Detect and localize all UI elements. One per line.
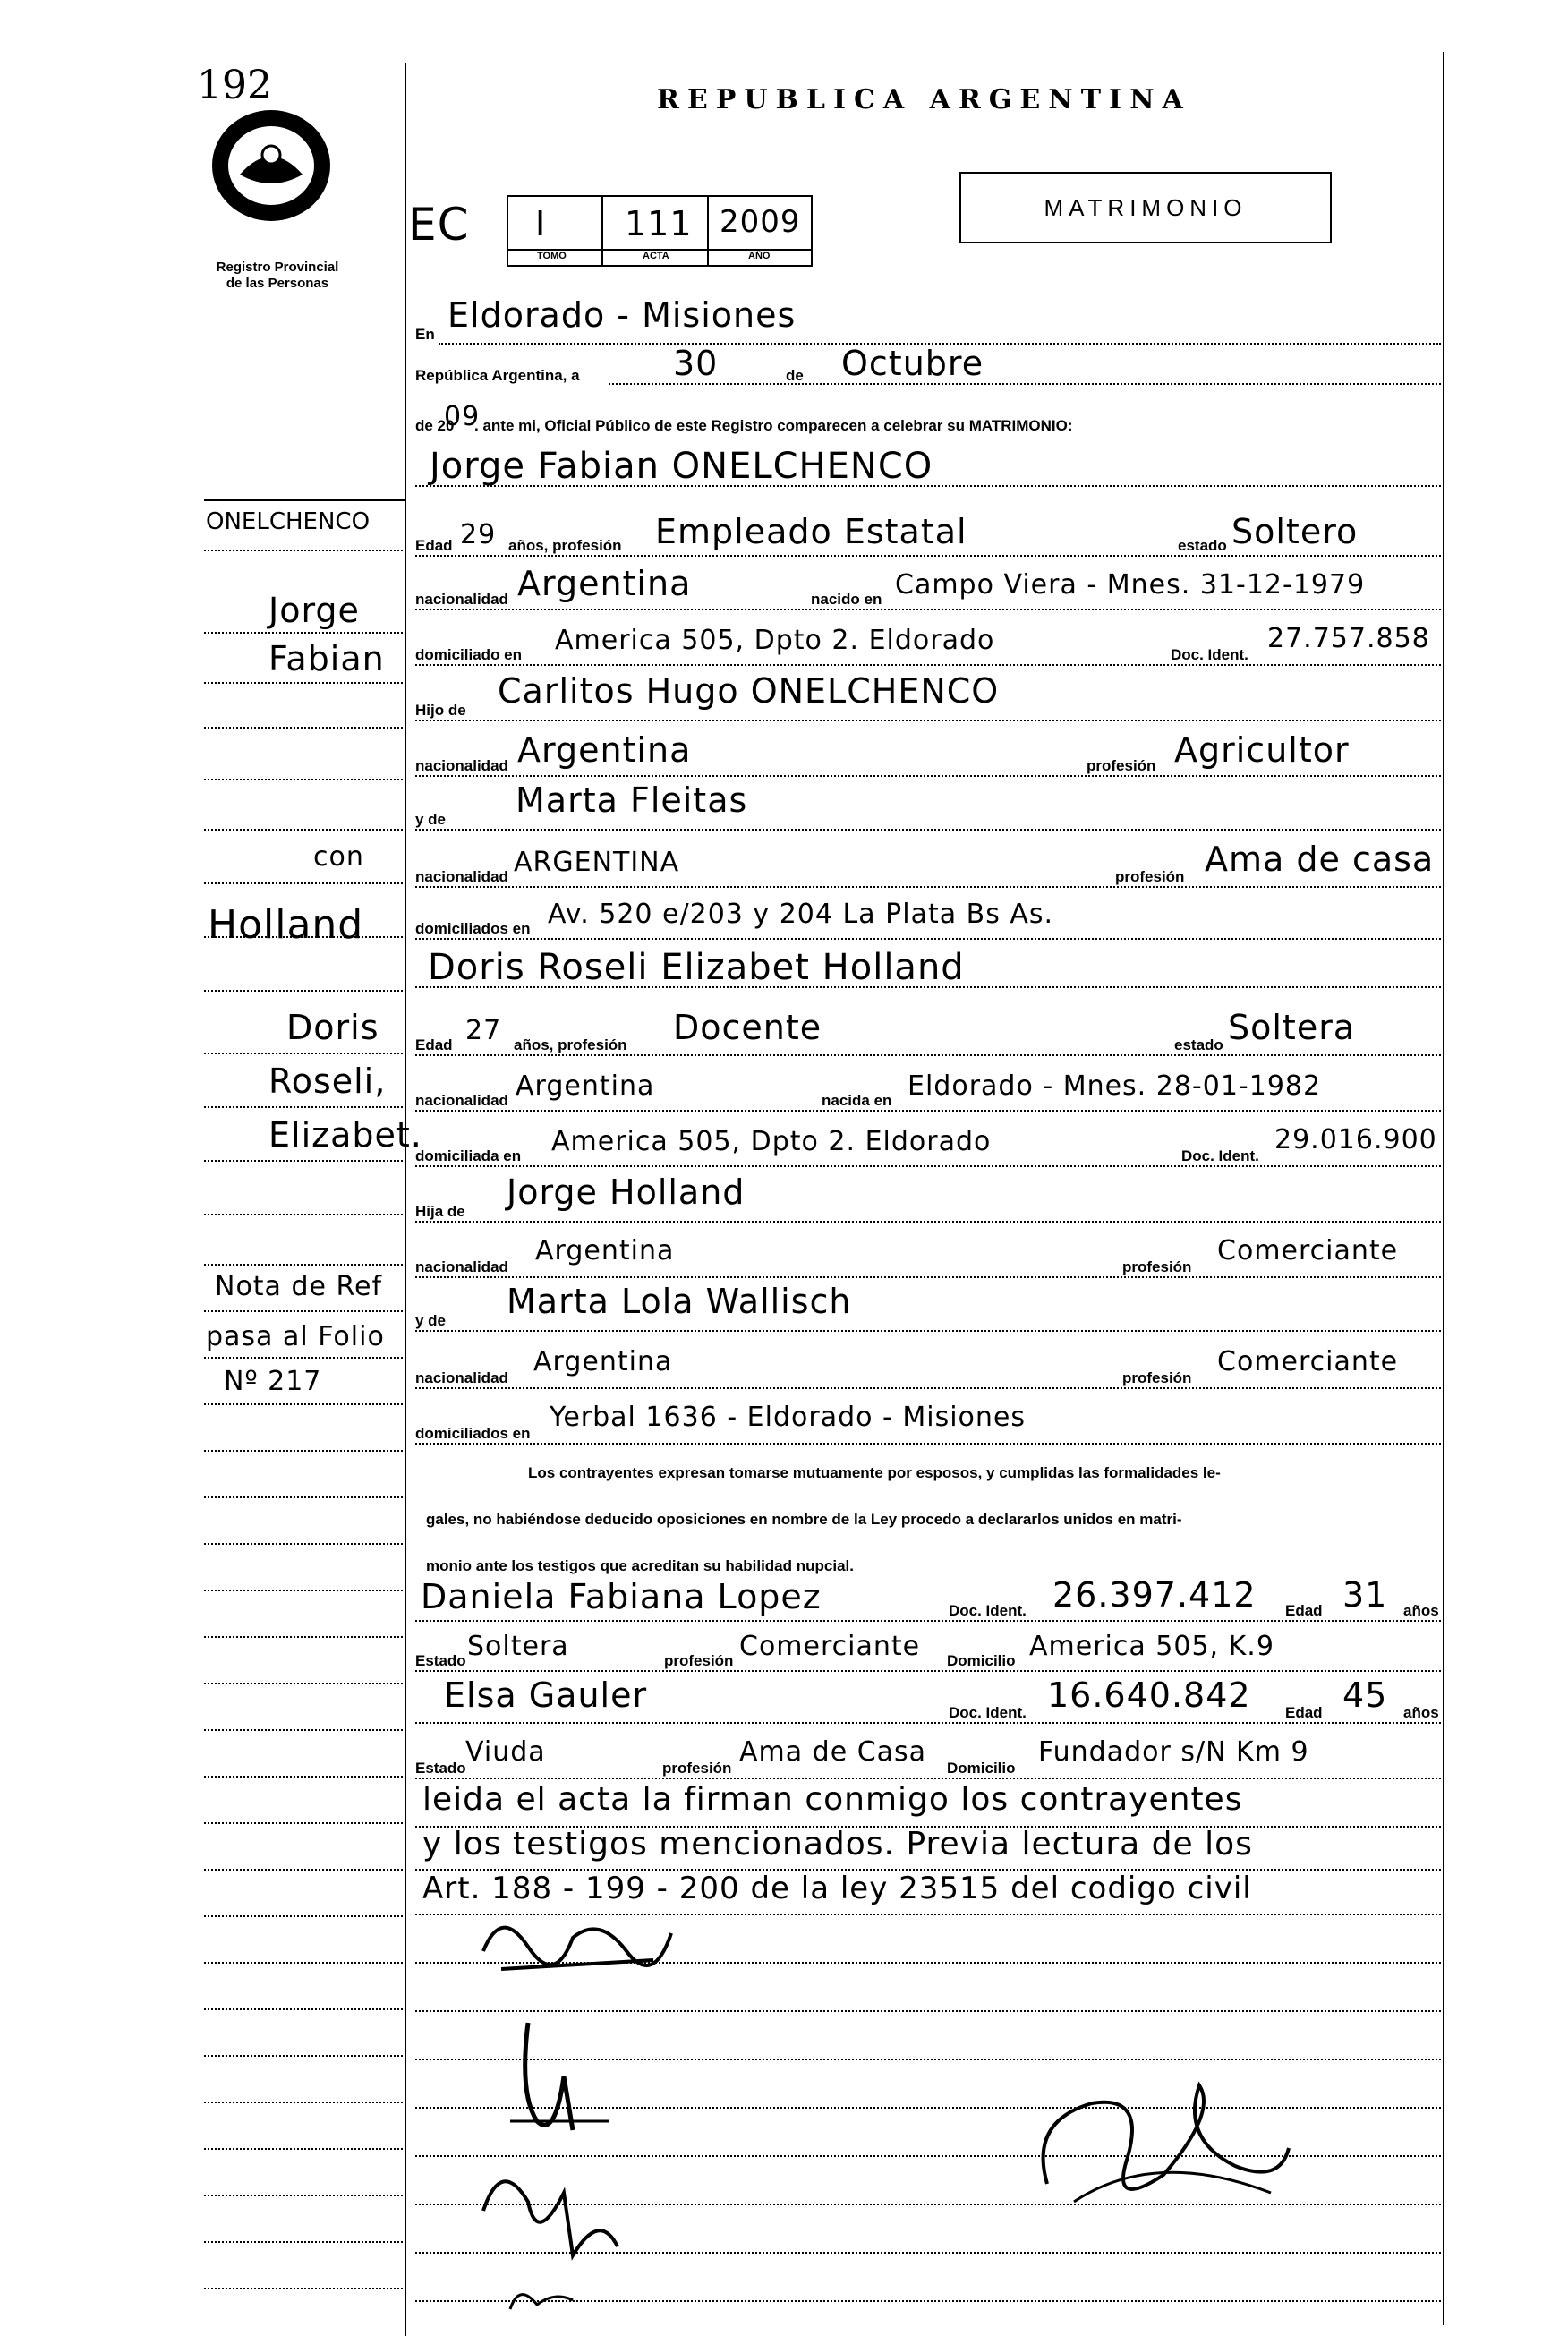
margin-bride2: Roseli,: [268, 1061, 387, 1101]
signatures-icon: [465, 1897, 698, 2318]
doc-type-box: MATRIMONIO: [959, 172, 1332, 243]
margin-given2: Fabian: [268, 639, 385, 678]
margin-nota1: Nota de Ref: [215, 1271, 383, 1302]
republic-title: REPUBLICA ARGENTINA: [657, 84, 1191, 115]
ec-mark: EC: [408, 199, 470, 251]
declaration-line3: monio ante los testigos que acreditan su habilidad nupcial.: [426, 1557, 854, 1574]
place: Eldorado - Misiones: [447, 295, 797, 335]
margin-bride3: Elizabet.: [268, 1115, 422, 1155]
closing-line2: y los testigos mencionados. Previa lectura de los: [422, 1826, 1253, 1863]
registry-name: Registro Provincial de las Personas: [216, 260, 339, 291]
acta-value: 111: [625, 204, 693, 243]
registry-seal-icon: [204, 103, 338, 228]
day: 30: [673, 344, 719, 383]
declaration-line2: gales, no habiéndose deducido oposiciones en nombre de la Ley procedo a declararlos unidos en matri-: [426, 1511, 1182, 1528]
year: 09: [444, 401, 481, 432]
margin-nota3: Nº 217: [224, 1366, 322, 1397]
margin-divider: [405, 63, 406, 2336]
closing-line1: leida el acta la firman conmigo los contrayentes: [422, 1781, 1243, 1818]
tomo-value: I: [535, 204, 547, 243]
page-number: 192: [197, 63, 272, 108]
margin-bride-surname: Holland: [208, 902, 364, 948]
official-signature-icon: [1020, 2059, 1307, 2229]
right-border: [1443, 52, 1444, 2325]
margin-surname: ONELCHENCO: [206, 508, 371, 535]
groom-name: Jorge Fabian ONELCHENCO: [430, 446, 933, 487]
record-box: I 111 2009 TOMO ACTA AÑO: [507, 195, 813, 267]
anio-value: 2009: [720, 204, 801, 240]
closing-line3: Art. 188 - 199 - 200 de la ley 23515 del codigo civil: [422, 1871, 1252, 1906]
month: Octubre: [841, 344, 984, 383]
bride-name: Doris Roseli Elizabet Holland: [428, 947, 965, 988]
margin-bride1: Doris: [286, 1008, 379, 1047]
margin-con: con: [313, 841, 364, 873]
margin-given1: Jorge: [268, 591, 360, 630]
witness1-name: Daniela Fabiana Lopez: [421, 1577, 822, 1616]
margin-nota2: pasa al Folio: [206, 1321, 385, 1352]
declaration-line1: Los contrayentes expresan tomarse mutuamente por esposos, y cumplidas las formalidades le-: [528, 1464, 1221, 1481]
witness2-name: Elsa Gauler: [444, 1675, 648, 1715]
